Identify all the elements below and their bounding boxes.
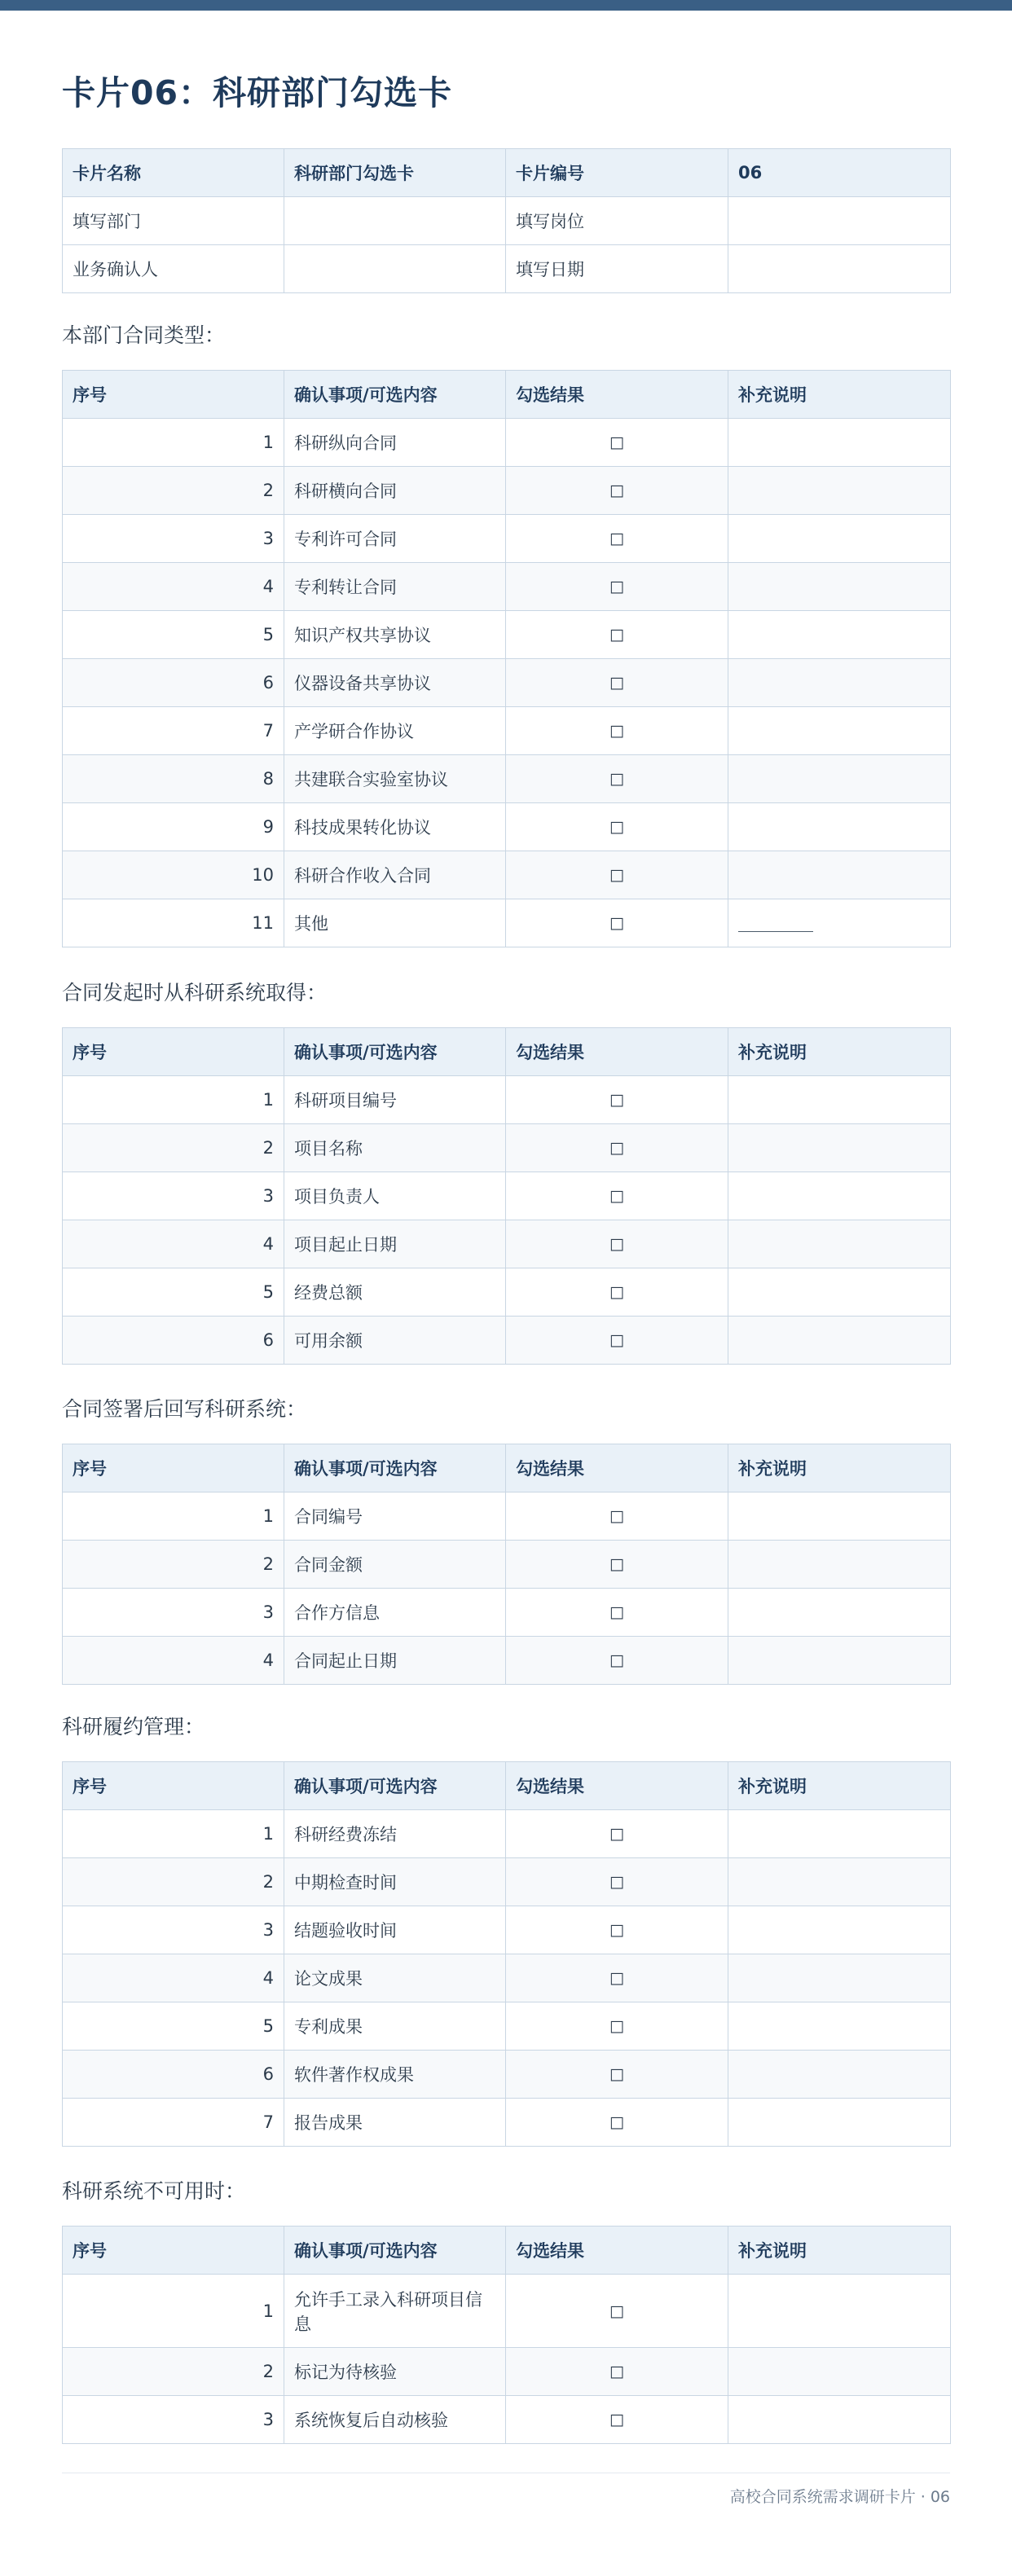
- checkbox[interactable]: □: [506, 659, 728, 707]
- note-cell[interactable]: [728, 707, 951, 755]
- info-cell: 填写日期: [506, 245, 728, 293]
- row-index: 7: [63, 2099, 284, 2147]
- item-label: 项目负责人: [284, 1172, 506, 1220]
- table-row: [63, 2396, 951, 2444]
- item-label: 产学研合作协议: [284, 707, 506, 755]
- checkbox[interactable]: □: [506, 1076, 728, 1124]
- item-label: 论文成果: [284, 1954, 506, 2002]
- row-index: 5: [63, 1268, 284, 1317]
- column-header: 确认事项/可选内容: [284, 2227, 506, 2275]
- row-index: 1: [63, 1810, 284, 1858]
- table-row: [63, 1076, 951, 1124]
- table-row: [63, 707, 951, 755]
- row-index: 3: [63, 2396, 284, 2444]
- item-label: 科研纵向合同: [284, 419, 506, 467]
- note-cell[interactable]: [728, 2275, 951, 2348]
- item-label: 系统恢复后自动核验: [284, 2396, 506, 2444]
- column-header: 序号: [63, 1762, 284, 1810]
- column-header: 确认事项/可选内容: [284, 1028, 506, 1076]
- checkbox[interactable]: □: [506, 755, 728, 803]
- row-index: 1: [63, 2275, 284, 2348]
- checkbox[interactable]: □: [506, 1172, 728, 1220]
- note-cell[interactable]: [728, 1541, 951, 1589]
- checklist-table: [62, 1444, 951, 1685]
- column-header: 勾选结果: [506, 371, 728, 419]
- section-title: 合同发起时从科研系统取得：: [62, 981, 328, 1004]
- table-row: [63, 1220, 951, 1268]
- column-header: 序号: [63, 371, 284, 419]
- row-index: 4: [63, 1954, 284, 2002]
- item-label: 项目名称: [284, 1124, 506, 1172]
- note-cell[interactable]: [728, 851, 951, 899]
- table-row: [63, 1317, 951, 1365]
- section-title: 合同签署后回写科研系统：: [62, 1397, 307, 1421]
- note-cell[interactable]: [728, 1076, 951, 1124]
- row-index: 4: [63, 1220, 284, 1268]
- note-cell[interactable]: [728, 1589, 951, 1637]
- info-input-cell[interactable]: [728, 245, 951, 293]
- row-index: 1: [63, 419, 284, 467]
- table-row: [63, 1124, 951, 1172]
- row-index: 8: [63, 755, 284, 803]
- checkbox[interactable]: □: [506, 1589, 728, 1637]
- row-index: 5: [63, 2002, 284, 2051]
- column-header: 序号: [63, 1028, 284, 1076]
- item-label: 专利转让合同: [284, 563, 506, 611]
- top-accent-bar: [0, 0, 1012, 11]
- item-label: 可用余额: [284, 1317, 506, 1365]
- info-cell: 科研部门勾选卡: [284, 149, 506, 197]
- table-header-row: [63, 1762, 951, 1810]
- checkbox[interactable]: □: [506, 1906, 728, 1954]
- row-index: 2: [63, 1124, 284, 1172]
- checkbox[interactable]: □: [506, 707, 728, 755]
- row-index: 11: [63, 899, 284, 947]
- table-row: [63, 1492, 951, 1541]
- checkbox[interactable]: □: [506, 515, 728, 563]
- row-index: 2: [63, 1858, 284, 1906]
- table-row: [63, 467, 951, 515]
- info-cell: 卡片编号: [506, 149, 728, 197]
- table-row: [63, 515, 951, 563]
- table-row: [63, 2275, 951, 2348]
- note-cell[interactable]: [728, 419, 951, 467]
- note-cell[interactable]: [728, 899, 951, 947]
- row-index: 10: [63, 851, 284, 899]
- note-cell[interactable]: [728, 1637, 951, 1685]
- note-cell[interactable]: [728, 1906, 951, 1954]
- item-label: 中期检查时间: [284, 1858, 506, 1906]
- checkbox[interactable]: □: [506, 1317, 728, 1365]
- table-row: [63, 659, 951, 707]
- item-label: 科研横向合同: [284, 467, 506, 515]
- note-cell[interactable]: [728, 1317, 951, 1365]
- table-row: [63, 1541, 951, 1589]
- item-label: 经费总额: [284, 1268, 506, 1317]
- checkbox[interactable]: □: [506, 2396, 728, 2444]
- item-label: 项目起止日期: [284, 1220, 506, 1268]
- table-row: [63, 1810, 951, 1858]
- table-row: [63, 563, 951, 611]
- table-row: [63, 611, 951, 659]
- table-row: [63, 803, 951, 851]
- checkbox[interactable]: □: [506, 611, 728, 659]
- item-label: 软件著作权成果: [284, 2051, 506, 2099]
- checkbox[interactable]: □: [506, 2275, 728, 2348]
- column-header: 补充说明: [728, 371, 951, 419]
- item-label: 专利成果: [284, 2002, 506, 2051]
- table-row: [63, 1172, 951, 1220]
- item-label: 其他: [284, 899, 506, 947]
- note-cell[interactable]: [728, 2396, 951, 2444]
- info-row: [63, 245, 951, 293]
- column-header: 确认事项/可选内容: [284, 1444, 506, 1492]
- fill-in-blank-line[interactable]: [738, 930, 813, 932]
- note-cell[interactable]: [728, 467, 951, 515]
- item-label: 报告成果: [284, 2099, 506, 2147]
- row-index: 4: [63, 1637, 284, 1685]
- table-header-row: [63, 2227, 951, 2275]
- table-row: [63, 1268, 951, 1317]
- table-row: [63, 2348, 951, 2396]
- table-row: [63, 1906, 951, 1954]
- section-title: 科研系统不可用时：: [62, 2179, 246, 2203]
- table-row: [63, 419, 951, 467]
- row-index: 6: [63, 659, 284, 707]
- table-header-row: [63, 371, 951, 419]
- table-row: [63, 1954, 951, 2002]
- row-index: 4: [63, 563, 284, 611]
- note-cell[interactable]: [728, 611, 951, 659]
- card-info-table: [62, 148, 951, 293]
- note-cell[interactable]: [728, 1858, 951, 1906]
- note-cell[interactable]: [728, 2348, 951, 2396]
- note-cell[interactable]: [728, 1810, 951, 1858]
- column-header: 序号: [63, 1444, 284, 1492]
- item-label: 标记为待核验: [284, 2348, 506, 2396]
- item-label: 科技成果转化协议: [284, 803, 506, 851]
- info-input-cell[interactable]: [284, 245, 506, 293]
- item-label: 允许手工录入科研项目信息: [284, 2275, 506, 2348]
- item-label: 合同编号: [284, 1492, 506, 1541]
- table-row: [63, 899, 951, 947]
- note-cell[interactable]: [728, 1268, 951, 1317]
- table-row: [63, 755, 951, 803]
- section-title: 科研履约管理：: [62, 1715, 205, 1739]
- item-label: 合同起止日期: [284, 1637, 506, 1685]
- column-header: 勾选结果: [506, 1762, 728, 1810]
- checkbox[interactable]: □: [506, 803, 728, 851]
- table-header-row: [63, 1444, 951, 1492]
- footer-text: 高校合同系统需求调研卡片 · 06: [729, 2488, 950, 2506]
- table-row: [63, 2099, 951, 2147]
- note-cell[interactable]: [728, 1492, 951, 1541]
- column-header: 勾选结果: [506, 2227, 728, 2275]
- item-label: 科研经费冻结: [284, 1810, 506, 1858]
- row-index: 3: [63, 1172, 284, 1220]
- row-index: 3: [63, 515, 284, 563]
- note-cell[interactable]: [728, 803, 951, 851]
- item-label: 知识产权共享协议: [284, 611, 506, 659]
- page-title: 卡片06：科研部门勾选卡: [62, 73, 453, 112]
- item-label: 科研合作收入合同: [284, 851, 506, 899]
- section-title: 本部门合同类型：: [62, 323, 226, 347]
- table-row: [63, 1858, 951, 1906]
- note-cell[interactable]: [728, 2099, 951, 2147]
- checkbox[interactable]: □: [506, 1124, 728, 1172]
- checklist-table: [62, 1027, 951, 1365]
- note-cell[interactable]: [728, 1124, 951, 1172]
- note-cell[interactable]: [728, 2002, 951, 2051]
- checkbox[interactable]: □: [506, 1637, 728, 1685]
- table-row: [63, 1637, 951, 1685]
- row-index: 7: [63, 707, 284, 755]
- note-cell[interactable]: [728, 1954, 951, 2002]
- column-header: 补充说明: [728, 1028, 951, 1076]
- item-label: 结题验收时间: [284, 1906, 506, 1954]
- item-label: 合同金额: [284, 1541, 506, 1589]
- checkbox[interactable]: □: [506, 851, 728, 899]
- info-cell: 06: [728, 149, 951, 197]
- row-index: 2: [63, 467, 284, 515]
- column-header: 补充说明: [728, 1444, 951, 1492]
- checkbox[interactable]: □: [506, 1220, 728, 1268]
- info-cell: 卡片名称: [63, 149, 284, 197]
- note-cell[interactable]: [728, 515, 951, 563]
- checkbox[interactable]: □: [506, 2002, 728, 2051]
- item-label: 专利许可合同: [284, 515, 506, 563]
- checklist-table: [62, 1761, 951, 2147]
- item-label: 共建联合实验室协议: [284, 755, 506, 803]
- note-cell[interactable]: [728, 563, 951, 611]
- checkbox[interactable]: □: [506, 1858, 728, 1906]
- checkbox[interactable]: □: [506, 1492, 728, 1541]
- info-input-cell[interactable]: [284, 197, 506, 245]
- table-row: [63, 851, 951, 899]
- table-header-row: [63, 1028, 951, 1076]
- info-row: [63, 149, 951, 197]
- info-cell: 业务确认人: [63, 245, 284, 293]
- item-label: 科研项目编号: [284, 1076, 506, 1124]
- checkbox[interactable]: □: [506, 2348, 728, 2396]
- row-index: 3: [63, 1906, 284, 1954]
- row-index: 2: [63, 2348, 284, 2396]
- checklist-table: [62, 2226, 951, 2444]
- checkbox[interactable]: □: [506, 563, 728, 611]
- row-index: 9: [63, 803, 284, 851]
- row-index: 6: [63, 1317, 284, 1365]
- checkbox[interactable]: □: [506, 467, 728, 515]
- column-header: 补充说明: [728, 1762, 951, 1810]
- note-cell[interactable]: [728, 1220, 951, 1268]
- checkbox[interactable]: □: [506, 2099, 728, 2147]
- column-header: 序号: [63, 2227, 284, 2275]
- checkbox[interactable]: □: [506, 2051, 728, 2099]
- note-cell[interactable]: [728, 755, 951, 803]
- item-label: 仪器设备共享协议: [284, 659, 506, 707]
- info-cell: 填写岗位: [506, 197, 728, 245]
- checkbox[interactable]: □: [506, 1268, 728, 1317]
- row-index: 1: [63, 1076, 284, 1124]
- checkbox[interactable]: □: [506, 1810, 728, 1858]
- column-header: 勾选结果: [506, 1028, 728, 1076]
- checkbox[interactable]: □: [506, 419, 728, 467]
- info-row: [63, 197, 951, 245]
- info-cell: 填写部门: [63, 197, 284, 245]
- row-index: 2: [63, 1541, 284, 1589]
- column-header: 勾选结果: [506, 1444, 728, 1492]
- column-header: 确认事项/可选内容: [284, 1762, 506, 1810]
- row-index: 5: [63, 611, 284, 659]
- note-cell[interactable]: [728, 1172, 951, 1220]
- column-header: 补充说明: [728, 2227, 951, 2275]
- note-cell[interactable]: [728, 2051, 951, 2099]
- checkbox[interactable]: □: [506, 899, 728, 947]
- checklist-table: [62, 370, 951, 947]
- row-index: 6: [63, 2051, 284, 2099]
- checkbox[interactable]: □: [506, 1541, 728, 1589]
- row-index: 1: [63, 1492, 284, 1541]
- note-cell[interactable]: [728, 659, 951, 707]
- table-row: [63, 2002, 951, 2051]
- info-input-cell[interactable]: [728, 197, 951, 245]
- checkbox[interactable]: □: [506, 1954, 728, 2002]
- row-index: 3: [63, 1589, 284, 1637]
- table-row: [63, 2051, 951, 2099]
- item-label: 合作方信息: [284, 1589, 506, 1637]
- column-header: 确认事项/可选内容: [284, 371, 506, 419]
- table-row: [63, 1589, 951, 1637]
